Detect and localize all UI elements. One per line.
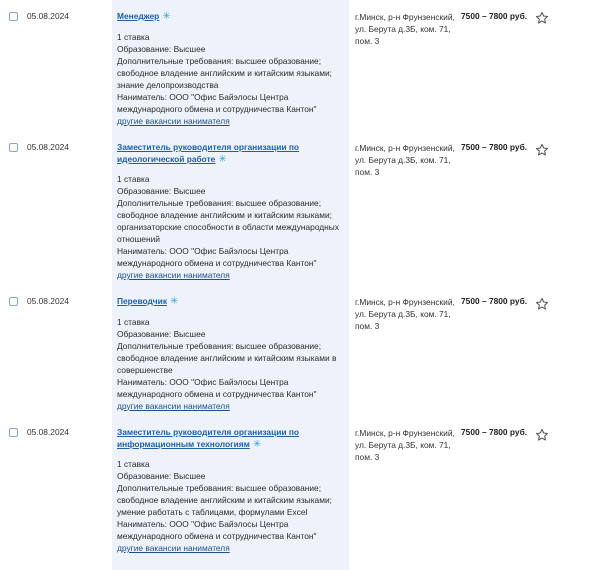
star-outline-icon[interactable] [535, 297, 549, 311]
vacancy-rate: 1 ставка [117, 31, 150, 42]
vacancy-rate: 1 ставка [117, 459, 150, 469]
vacancy-date: 05.08.2024 [27, 296, 69, 306]
employer-vacancies-link[interactable]: другие вакансии нанимателя [117, 115, 230, 126]
vacancy-row [0, 420, 590, 570]
vacancy-description [117, 427, 349, 554]
vacancy-title-link[interactable]: Заместитель руководителя организации по идеологической работе [117, 142, 300, 164]
vacancy-date: 05.08.2024 [27, 142, 69, 152]
vacancy-employer: Наниматель: ООО "Офис Байэлосы Центра международного обмена и сотрудничества Кантон" [117, 376, 317, 399]
checkbox-icon[interactable] [9, 143, 18, 152]
vacancy-row [0, 0, 590, 135]
sparkle-icon: ✳ [170, 296, 179, 307]
vacancy-title-wrap [117, 427, 349, 450]
employer-vacancies-link[interactable]: другие вакансии нанимателя [117, 400, 230, 411]
checkbox-icon[interactable] [9, 297, 18, 306]
checkbox-icon[interactable] [9, 12, 18, 21]
employer-vacancies-link[interactable]: другие вакансии нанимателя [117, 543, 230, 553]
vacancy-education: Образование: Высшее [117, 186, 206, 196]
vacancy-salary: 7500 – 7800 руб. [461, 142, 528, 152]
sparkle-icon: ✳ [218, 153, 227, 165]
vacancy-row [0, 289, 590, 420]
star-outline-icon[interactable] [535, 11, 549, 25]
vacancy-salary: 7500 – 7800 руб. [461, 427, 528, 437]
vacancy-date: 05.08.2024 [27, 11, 69, 21]
star-outline-icon[interactable] [535, 143, 549, 157]
vacancy-address: г.Минск, р-н Фрунзенский, ул. Берута д.3Б, ком. 71, пом. 3 [355, 12, 455, 46]
vacancy-address: г.Минск, р-н Фрунзенский, ул. Берута д.3Б, ком. 71, пом. 3 [355, 297, 455, 331]
vacancy-title-wrap [117, 11, 349, 23]
vacancy-requirements: Дополнительные требования: высшее образование; свободное владение английским и китайским языками; организаторские способности в области международных отношений [117, 198, 340, 244]
vacancy-title-wrap [117, 296, 349, 308]
vacancy-salary: 7500 – 7800 руб. [461, 296, 528, 306]
vacancy-title-link[interactable]: Менеджер [117, 11, 160, 21]
vacancy-education: Образование: Высшее [117, 43, 206, 54]
vacancy-employer: Наниматель: ООО "Офис Байэлосы Центра международного обмена и сотрудничества Кантон" [117, 246, 317, 268]
vacancy-row [0, 135, 590, 289]
vacancy-salary: 7500 – 7800 руб. [461, 11, 528, 21]
vacancy-description [117, 296, 349, 412]
checkbox-icon[interactable] [9, 428, 18, 437]
vacancy-description [117, 11, 349, 127]
vacancy-date: 05.08.2024 [27, 427, 69, 437]
sparkle-icon: ✳ [162, 11, 171, 22]
vacancy-requirements: Дополнительные требования: высшее образование; свободное владение английским и китайским языками; знание делопроизводства [117, 55, 332, 90]
vacancy-rate: 1 ставка [117, 174, 150, 184]
vacancy-rate: 1 ставка [117, 316, 150, 327]
vacancy-education: Образование: Высшее [117, 471, 206, 481]
vacancy-description [117, 142, 349, 281]
employer-vacancies-link[interactable]: другие вакансии нанимателя [117, 270, 230, 280]
vacancy-employer: Наниматель: ООО "Офис Байэлосы Центра международного обмена и сотрудничества Кантон" [117, 519, 317, 541]
star-outline-icon[interactable] [535, 428, 549, 442]
vacancy-address: г.Минск, р-н Фрунзенский, ул. Берута д.3Б, ком. 71, пом. 3 [355, 143, 455, 177]
vacancy-requirements: Дополнительные требования: высшее образование; свободное владение английским и китайским языками в совершенстве [117, 340, 337, 375]
vacancy-title-link[interactable]: Переводчик [117, 296, 168, 306]
sparkle-icon: ✳ [252, 438, 262, 450]
vacancy-requirements: Дополнительные требования: высшее образование; свободное владение английским и китайским языками; умение работать с таблицами, формулами Excel [117, 483, 332, 517]
vacancy-title-wrap [117, 142, 349, 165]
vacancy-education: Образование: Высшее [117, 328, 206, 339]
vacancy-employer: Наниматель: ООО "Офис Байэлосы Центра международного обмена и сотрудничества Кантон" [117, 91, 317, 114]
vacancy-address: г.Минск, р-н Фрунзенский, ул. Берута д.3Б, ком. 71, пом. 3 [355, 428, 455, 462]
vacancy-title-link[interactable]: Заместитель руководителя организации по информационным технологиям [117, 427, 300, 449]
